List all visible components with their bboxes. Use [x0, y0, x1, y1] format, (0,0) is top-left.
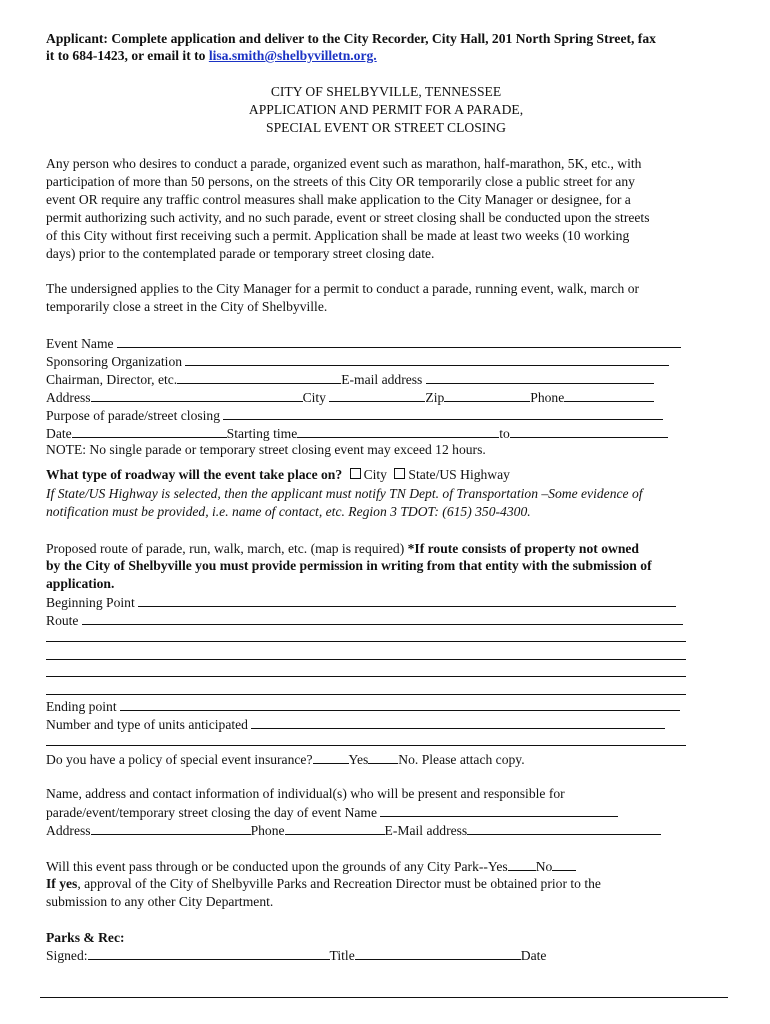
ending-row [46, 697, 680, 715]
route-label: Route [46, 613, 79, 628]
route-field[interactable] [82, 611, 683, 625]
route-row [46, 611, 683, 629]
contact-phone-label: Phone [250, 823, 285, 838]
purpose-field[interactable] [223, 406, 663, 420]
park-question: Will this event pass through or be conducted upon the grounds of any City Park--Yes [46, 859, 508, 874]
date-label-signature: Date [520, 948, 547, 963]
route-line-extra[interactable] [46, 694, 686, 695]
sponsoring-field[interactable] [185, 352, 669, 366]
ending-point-label: Ending point [46, 699, 117, 714]
insurance-no-label: No. Please attach copy. [398, 752, 525, 767]
to-label: to [499, 426, 510, 441]
city-label: City [302, 390, 326, 405]
email-label: E-mail address [341, 372, 423, 387]
route-permission-note: *If route consists of property not owned [407, 541, 639, 556]
email-field[interactable] [426, 370, 654, 384]
contact-name-field[interactable] [380, 803, 618, 817]
tdot-note-2: notification must be provided, i.e. name of contact, etc. Region 3 TDOT: (615) 350-4300. [46, 504, 531, 519]
route-line-extra[interactable] [46, 659, 686, 660]
city-field[interactable] [329, 388, 425, 402]
chairman-label: Chairman, Director, etc. [46, 372, 178, 387]
city-option-label: City [363, 467, 387, 482]
park-ifyes-row [46, 875, 601, 892]
purpose-row [46, 406, 663, 424]
email-link[interactable]: lisa.smith@shelbyvilletn.org. [208, 48, 377, 63]
route-line-extra[interactable] [46, 641, 686, 642]
event-name-row [46, 334, 681, 352]
contact-address-label: Address [46, 823, 91, 838]
starting-time-label: Starting time [226, 426, 298, 441]
park-ifyes-line-2: submission to any other City Department. [46, 894, 274, 909]
state-highway-checkbox[interactable] [394, 468, 405, 479]
state-highway-option-label: State/US Highway [408, 467, 510, 482]
instructions-line-1: Applicant: Complete application and deliver to the City Recorder, City Hall, 201 North Spring Street, fax [46, 31, 656, 46]
insurance-row [46, 750, 525, 768]
duration-note: NOTE: No single parade or temporary street closing event may exceed 12 hours. [46, 442, 486, 457]
beginning-point-label: Beginning Point [46, 595, 135, 610]
park-ifyes-text: , approval of the City of Shelbyville Parks and Recreation Director must be obtained prior to the [77, 876, 601, 891]
tdot-note-1: If State/US Highway is selected, then the applicant must notify TN Dept. of Transportation –Some evidence of [46, 486, 643, 501]
contact-phone-field[interactable] [285, 821, 385, 835]
phone-field[interactable] [564, 388, 654, 402]
contact-address-field[interactable] [91, 821, 251, 835]
address-field[interactable] [91, 388, 303, 402]
phone-label: Phone [530, 390, 565, 405]
city-checkbox[interactable] [350, 468, 361, 479]
intro-line: participation of more than 50 persons, on the streets of this City OR temporarily close a public street for any [46, 174, 635, 189]
units-label: Number and type of units anticipated [46, 717, 248, 732]
purpose-label: Purpose of parade/street closing [46, 408, 221, 423]
title-field[interactable] [355, 946, 521, 960]
insurance-question: Do you have a policy of special event insurance? [46, 752, 313, 767]
contact-intro: Name, address and contact information of individual(s) who will be present and responsible for [46, 786, 565, 801]
route-permission-line-2: by the City of Shelbyville you must provide permission in writing from that entity with the submission of [46, 558, 652, 573]
chairman-field[interactable] [177, 370, 341, 384]
insurance-no-field[interactable] [368, 750, 398, 764]
event-name-field[interactable] [117, 334, 681, 348]
contact-email-field[interactable] [467, 821, 661, 835]
park-yes-field[interactable] [508, 857, 536, 871]
contact-address-row [46, 821, 661, 839]
starting-time-field[interactable] [297, 424, 499, 438]
signature-field[interactable] [88, 946, 330, 960]
date-row [46, 424, 668, 442]
units-row [46, 715, 665, 733]
park-no-field[interactable] [552, 857, 576, 871]
date-field[interactable] [72, 424, 227, 438]
zip-field[interactable] [444, 388, 530, 402]
park-ifyes-label: If yes [46, 876, 78, 891]
parks-rec-heading: Parks & Rec: [46, 930, 125, 945]
insurance-yes-label: Yes [348, 752, 369, 767]
beginning-row [46, 593, 676, 611]
event-name-label: Event Name [46, 336, 114, 351]
intro-line: days) prior to the contemplated parade or temporary street closing date. [46, 246, 435, 261]
address-label: Address [46, 390, 91, 405]
sponsoring-label: Sponsoring Organization [46, 354, 183, 369]
sponsoring-row [46, 352, 669, 370]
title-line-3: SPECIAL EVENT OR STREET CLOSING [266, 120, 506, 135]
title-label: Title [329, 948, 355, 963]
signature-row [46, 946, 546, 964]
address-row [46, 388, 654, 406]
zip-label: Zip [425, 390, 445, 405]
header-instructions-2 [46, 47, 377, 64]
intro-line: event OR require any traffic control measures shall make application to the City Manager or designee, for a [46, 192, 631, 207]
route-intro [46, 540, 639, 557]
roadway-row [46, 466, 510, 483]
ending-point-field[interactable] [120, 697, 680, 711]
title-line-1: CITY OF SHELBYVILLE, TENNESSEE [270, 84, 502, 99]
contact-email-label: E-Mail address [384, 823, 468, 838]
intro-line: of this City without first receiving such a permit. Application shall be made at least two weeks (10 working [46, 228, 630, 243]
date-label: Date [46, 426, 72, 441]
chairman-row [46, 370, 654, 388]
header-instructions [46, 30, 656, 47]
instructions-line-2: it to 684-1423, or email it to [46, 48, 209, 63]
insurance-yes-field[interactable] [313, 750, 349, 764]
route-intro-text: Proposed route of parade, run, walk, march, etc. (map is required) [46, 541, 408, 556]
intro-line: Any person who desires to conduct a parade, organized event such as marathon, half-marathon, 5K, etc., with [46, 156, 642, 171]
contact-name-label: parade/event/temporary street closing the day of event Name [46, 805, 378, 820]
title-line-2: APPLICATION AND PERMIT FOR A PARADE, [248, 102, 524, 117]
route-permission-line-3: application. [46, 576, 115, 591]
applies-line: temporarily close a street in the City of Shelbyville. [46, 299, 328, 314]
park-no-label: No [535, 859, 553, 874]
route-line-extra[interactable] [46, 676, 686, 677]
footer-divider [40, 997, 728, 998]
signed-label: Signed: [46, 948, 88, 963]
beginning-point-field[interactable] [138, 593, 676, 607]
end-time-field[interactable] [510, 424, 668, 438]
units-line-extra[interactable] [46, 745, 686, 746]
park-row [46, 857, 576, 875]
contact-name-row [46, 803, 618, 821]
applies-line: The undersigned applies to the City Manager for a permit to conduct a parade, running event, walk, march or [46, 281, 640, 296]
units-field[interactable] [251, 715, 665, 729]
roadway-question: What type of roadway will the event take place on? [46, 467, 343, 482]
intro-line: permit authorizing such activity, and no such parade, event or street closing shall be conducted upon the streets [46, 210, 650, 225]
